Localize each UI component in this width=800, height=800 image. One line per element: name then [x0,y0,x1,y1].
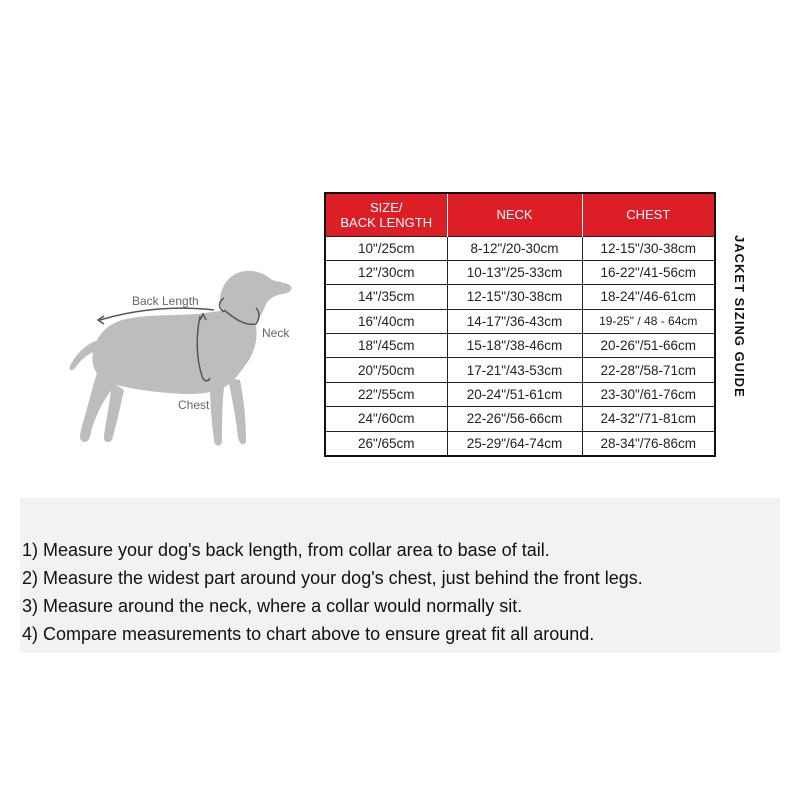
cell-neck: 22-26"/56-66cm [447,407,582,431]
header-neck: NECK [447,193,582,236]
table-row [325,382,715,406]
cell-chest: 18-24"/46-61cm [582,285,715,309]
cell-neck: 8-12"/20-30cm [447,236,582,260]
cell-chest: 20-26"/51-66cm [582,334,715,358]
cell-neck: 14-17"/36-43cm [447,309,582,333]
table-header-row [325,193,715,236]
cell-chest: 22-28"/58-71cm [582,358,715,382]
cell-neck: 25-29"/64-74cm [447,431,582,455]
cell-neck: 17-21"/43-53cm [447,358,582,382]
cell-chest: 24-32"/71-81cm [582,407,715,431]
table-row [325,358,715,382]
jacket-sizing-guide-title: JACKET SIZING GUIDE [732,235,747,398]
instruction-step-4: 4) Compare measurements to chart above to ensure great fit all around. [22,624,595,644]
cell-chest: 28-34"/76-86cm [582,431,715,455]
table-row [325,260,715,284]
instruction-step-2: 2) Measure the widest part around your dog's chest, just behind the front legs. [22,568,643,588]
cell-chest: 19-25" / 48 - 64cm [582,309,715,333]
cell-neck: 20-24"/51-61cm [447,382,582,406]
cell-neck: 12-15"/30-38cm [447,285,582,309]
cell-size: 24"/60cm [325,407,447,431]
back-length-label: Back Length [132,294,199,308]
cell-size: 22"/55cm [325,382,447,406]
instruction-step-1: 1) Measure your dog's back length, from collar area to base of tail. [22,540,550,560]
table-row [325,431,715,455]
cell-size: 14"/35cm [325,285,447,309]
cell-size: 12"/30cm [325,260,447,284]
cell-chest: 23-30"/61-76cm [582,382,715,406]
header-chest: CHEST [582,193,715,236]
cell-size: 16"/40cm [325,309,447,333]
cell-neck: 10-13"/25-33cm [447,260,582,284]
cell-size: 18"/45cm [325,334,447,358]
table-row [325,407,715,431]
header-size-line1: SIZE/ [369,199,403,215]
table-row [325,309,715,333]
neck-label: Neck [262,326,290,340]
cell-chest: 12-15"/30-38cm [582,236,715,260]
cell-size: 26"/65cm [325,431,447,455]
dog-measurement-diagram [60,258,305,458]
cell-chest: 16-22"/41-56cm [582,260,715,284]
table-row [325,285,715,309]
header-size [325,193,447,236]
cell-size: 20"/50cm [325,358,447,382]
header-size-line2: BACK LENGTH [340,214,433,230]
instructions-list [22,536,772,648]
size-chart-table [324,192,716,457]
instruction-step-3: 3) Measure around the neck, where a collar would normally sit. [22,596,523,616]
cell-size: 10"/25cm [325,236,447,260]
cell-neck: 15-18"/38-46cm [447,334,582,358]
chest-label: Chest [178,398,210,412]
table-row [325,236,715,260]
table-row [325,334,715,358]
